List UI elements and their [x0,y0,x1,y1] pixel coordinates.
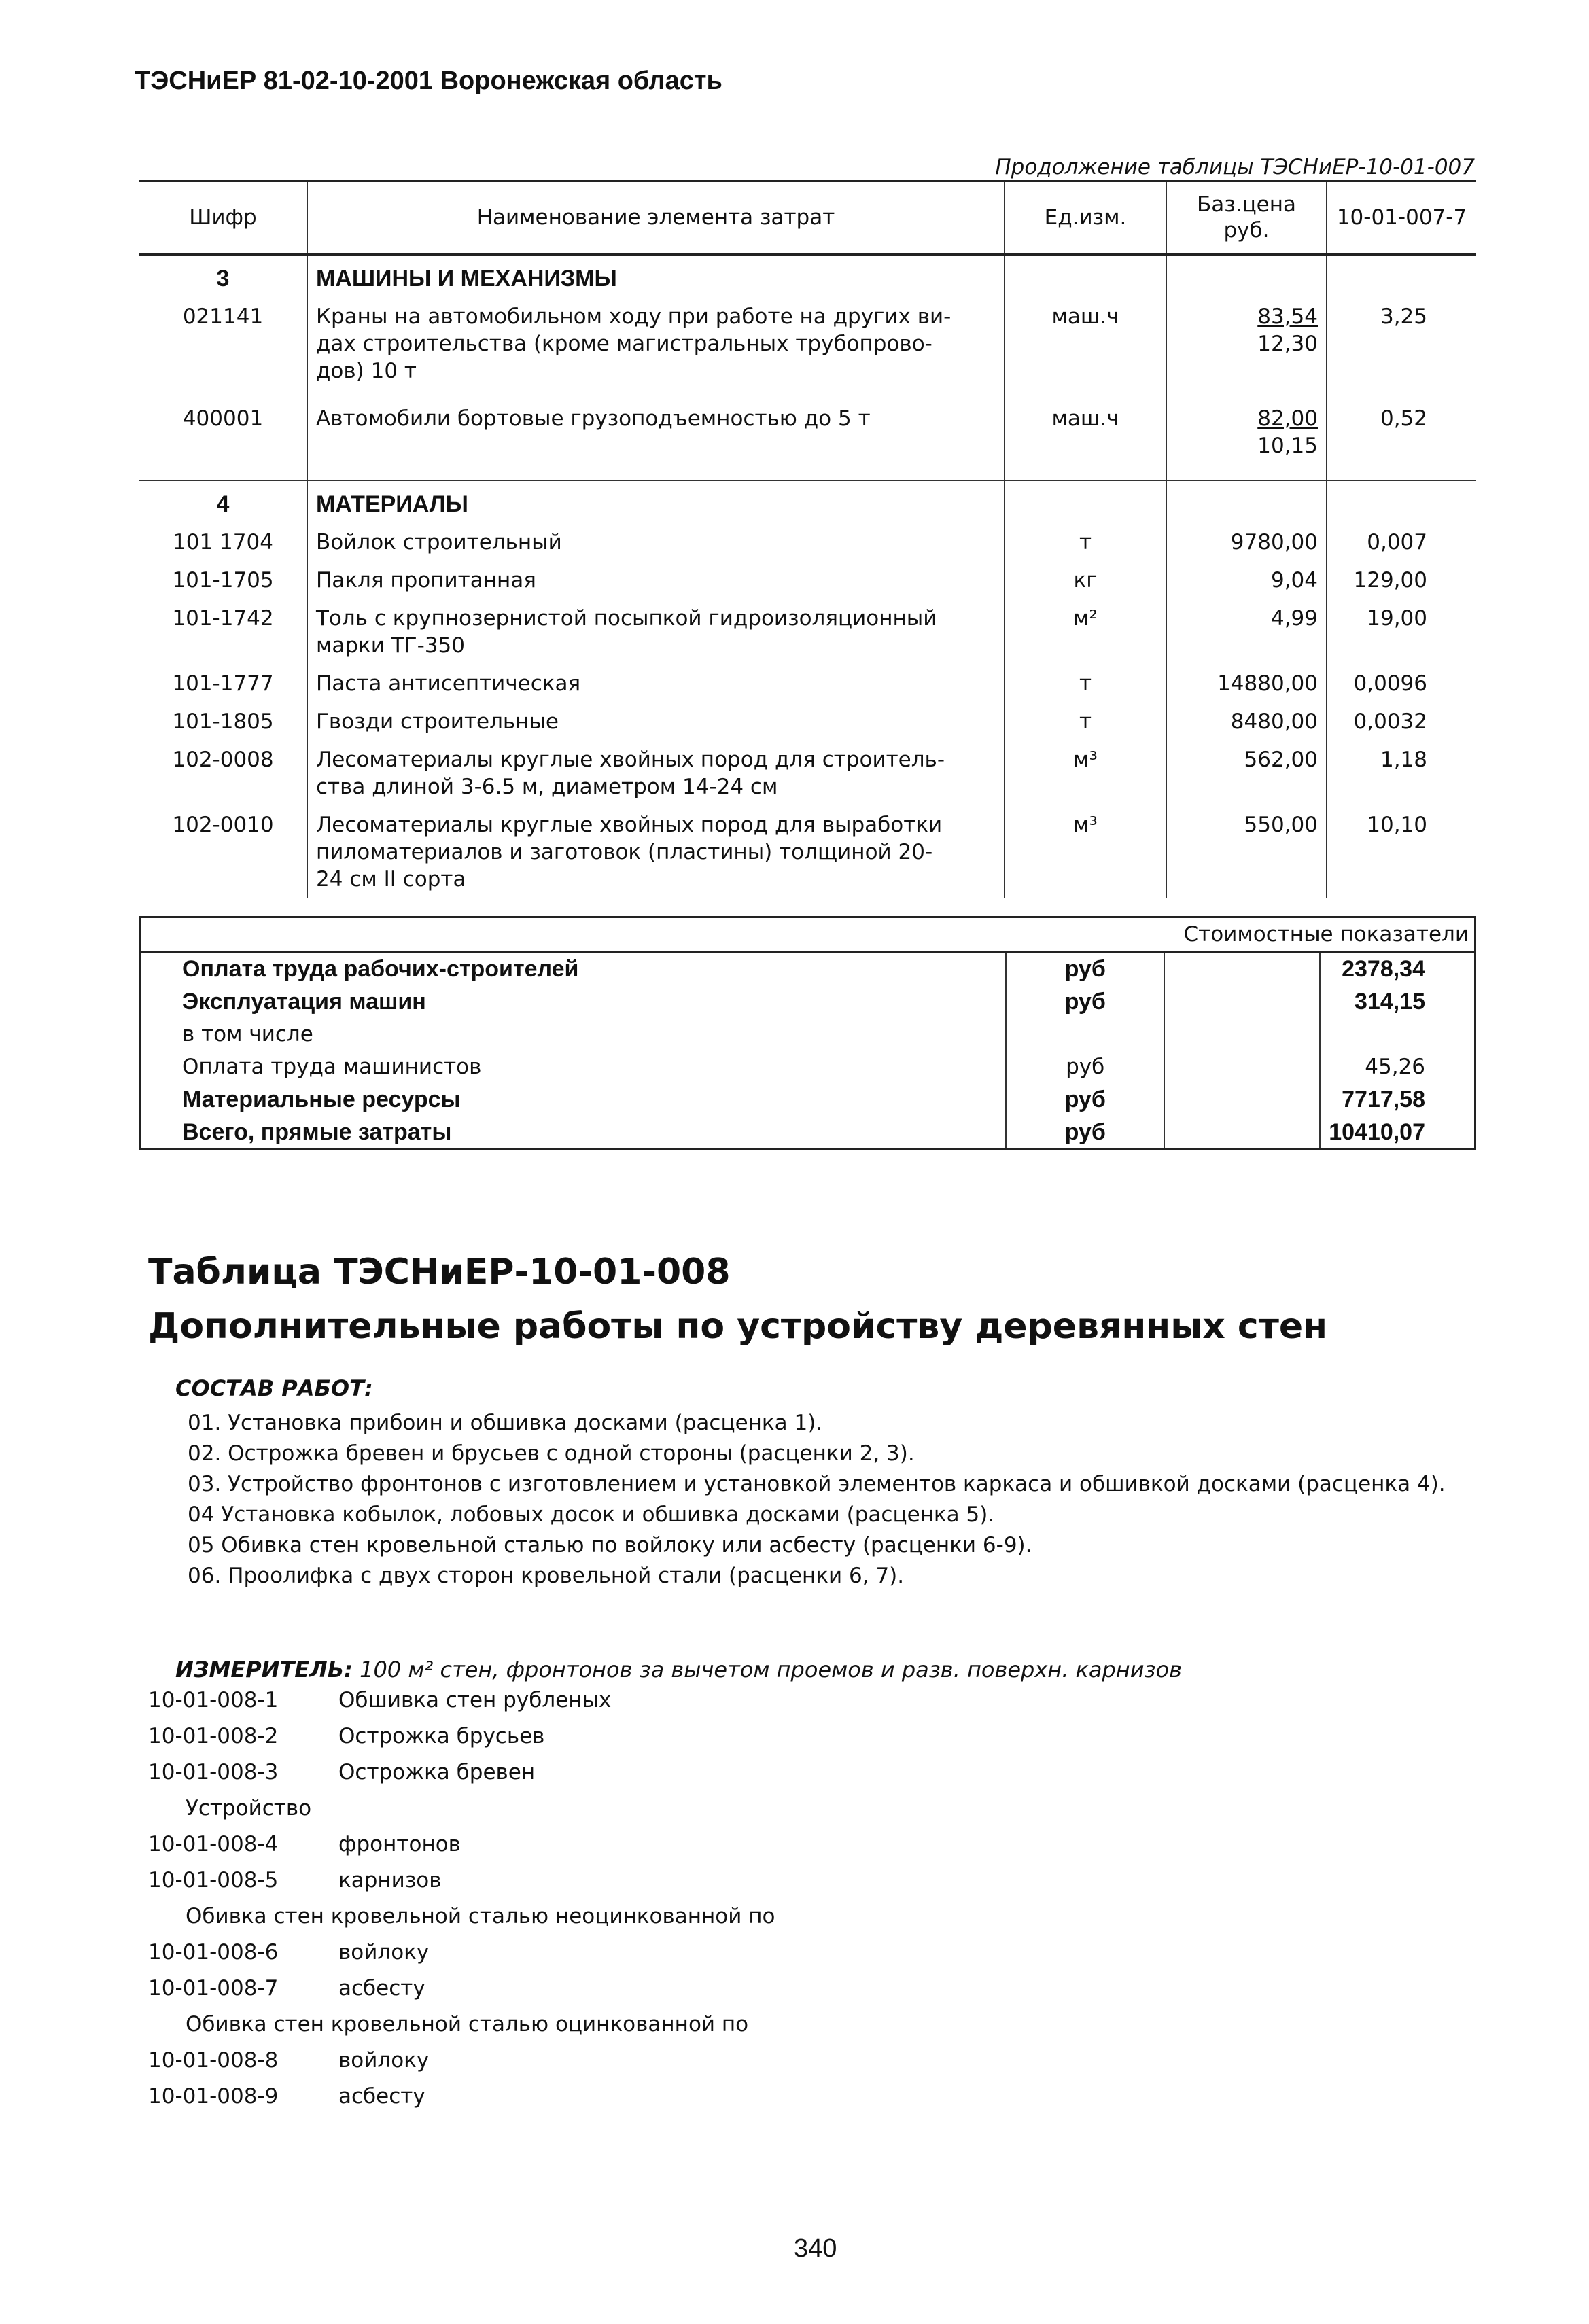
list-item: 06. Проолифка с двух сторон кровельной стали (расценки 6, 7). [188,1564,905,1588]
list-item: 10-01-008-8 войлоку [148,2048,430,2073]
list-item: 10-01-008-5 карнизов [148,1868,442,1892]
col-header-unit: Ед.изм. [1005,181,1166,255]
table-row: 101 1704 Войлок строительный т 9780,00 0,007 [139,523,1476,561]
table-row: 102-0010 Лесоматериалы круглые хвойных пород для выработки пиломатериалов и заготовок (пластины) толщиной 20- 24 см II сорта м³ 550,00 10,10 [139,806,1476,898]
table-row: 101-1742 Толь с крупнозернистой посыпкой гидроизоляционный марки ТГ-350 м² 4,99 19,00 [139,599,1476,665]
list-item: 10-01-008-9 асбесту [148,2084,425,2109]
table-row: 102-0008 Лесоматериалы круглые хвойных пород для строитель- ства длиной 3-6.5 м, диаметром 14-24 см м³ 562,00 1,18 [139,741,1476,806]
list-item: 10-01-008-3 Острожка бревен [148,1760,536,1784]
list-group-label: Устройство [186,1796,312,1820]
measure-text: 100 м² стен, фронтонов за вычетом проемов и разв. поверхн. карнизов [360,1657,1182,1683]
cost-row: Эксплуатация машин руб 314,15 [141,985,1476,1018]
list-item: 03. Устройство фронтонов с изготовлением и установкой элементов каркаса и обшивкой досками (расценка 4). [188,1472,1446,1496]
table-row: 101-1705 Пакля пропитанная кг 9,04 129,00 [139,561,1476,599]
list-item: 10-01-008-2 Острожка брусьев [148,1724,545,1748]
col-header-price: Баз.цена руб. [1166,181,1327,255]
list-item: 10-01-008-4 фронтонов [148,1832,461,1856]
page-number: 340 [794,2234,837,2263]
table-title: Таблица ТЭСНиЕР-10-01-008 [148,1252,731,1292]
resources-table [139,180,1476,898]
col-header-name: Наименование элемента затрат [307,181,1005,255]
works-heading: СОСТАВ РАБОТ: [175,1375,373,1401]
cost-indicators-title: Стоимостные показатели [1164,917,1475,952]
cost-row: Всего, прямые затраты руб 10410,07 [141,1116,1476,1150]
col-header-code: Шифр [139,181,307,255]
cost-indicators-table [139,916,1476,1150]
section-materials: 4 МАТЕРИАЛЫ [139,480,1476,523]
table-row: 101-1777 Паста антисептическая т 14880,00 0,0096 [139,665,1476,703]
list-item: 10-01-008-6 войлоку [148,1940,430,1965]
list-group-label: Обивка стен кровельной сталью оцинкованной по [186,2012,749,2037]
measure-label: ИЗМЕРИТЕЛЬ: [175,1657,353,1683]
list-item: 04 Установка кобылок, лобовых досок и обшивка досками (расценка 5). [188,1502,995,1527]
works-list [188,1408,1479,1591]
table-row: 021141 Краны на автомобильном ходу при работе на других ви- дах строительства (кроме магистральных трубопрово- дов) 10 т маш.ч 83,54 12,30 3,25 [139,298,1476,390]
list-item: 02. Острожка бревен и брусьев с одной стороны (расценки 2, 3). [188,1441,915,1466]
cost-row: Материальные ресурсы руб 7717,58 [141,1083,1476,1116]
cost-row: Оплата труда рабочих-строителей руб 2378,34 [141,952,1476,986]
page-header: ТЭСНиЕР 81-02-10-2001 Воронежская область [135,67,722,95]
table-row: 101-1805 Гвозди строительные т 8480,00 0,0032 [139,703,1476,741]
table-subtitle: Дополнительные работы по устройству деревянных стен [148,1306,1328,1347]
cost-row: Оплата труда машинистов руб 45,26 [141,1051,1476,1083]
table-continuation-caption: Продолжение таблицы ТЭСНиЕР-10-01-007 [995,155,1475,179]
col-header-rate: 10-01-007-7 [1327,181,1476,255]
rates-list [148,1683,775,2115]
table-row: 400001 Автомобили бортовые грузоподъемностью до 5 т маш.ч 82,00 10,15 0,52 [139,390,1476,465]
list-item: 05 Обивка стен кровельной сталью по войлоку или асбесту (расценки 6-9). [188,1533,1032,1557]
list-item: 01. Установка прибоин и обшивка досками (расценка 1). [188,1411,823,1435]
table-header-row [139,181,1476,255]
list-group-label: Обивка стен кровельной сталью неоцинкованной по [186,1904,775,1929]
list-item: 10-01-008-7 асбесту [148,1976,425,2001]
section-machines: 3 МАШИНЫ И МЕХАНИЗМЫ [139,254,1476,298]
cost-row: в том числе [141,1018,1476,1051]
list-item: 10-01-008-1 Обшивка стен рубленых [148,1688,612,1712]
measure-line [175,1657,1182,1683]
